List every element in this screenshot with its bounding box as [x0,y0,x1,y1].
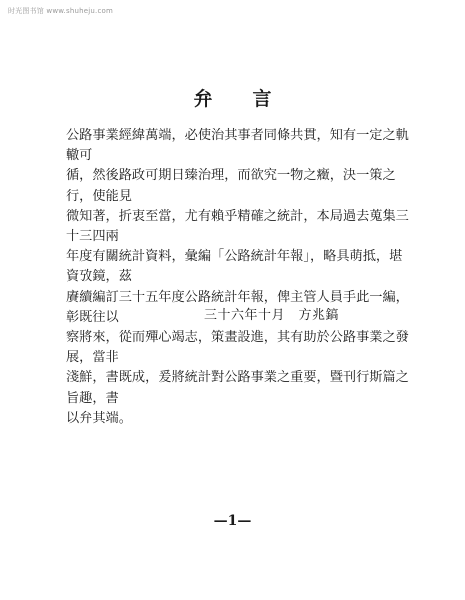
body-line: 公路事業經緯萬端，必使治其事者同條共貫，知有一定之軌轍可 [66,128,409,164]
watermark: 时光图书馆 www.shuheju.com [8,7,114,15]
body-line: 察將來，從而殫心竭志，策畫設進，其有助於公路事業之發展，當非 [66,330,409,366]
signature: 三十六年十月 方兆鎬 [204,308,340,323]
body-line: 賡續編訂三十五年度公路統計年報，俾主管人員手此一編，彰既往以 [66,289,409,325]
body-line: 淺鮮，書既成，爰將統計對公路事業之重要，暨刊行斯篇之旨趣，書 [66,370,409,406]
page-title: 弁言 [193,88,312,110]
body-line: 以弁其端。 [66,410,132,426]
body-line: 循，然後路政可期日臻治理，而欲究一物之癥，決一策之行，使能見 [66,168,396,204]
preface-body [66,126,414,429]
page-number: —1— [213,513,252,529]
body-line: 微知著，折衷至當，尤有賴乎精確之統計，本局過去蒐集三十三四兩 [66,208,409,245]
body-line: 年度有關統計資料，彙編「公路統計年報」，略具萌抵，堪資攷鏡，茲 [66,249,403,285]
